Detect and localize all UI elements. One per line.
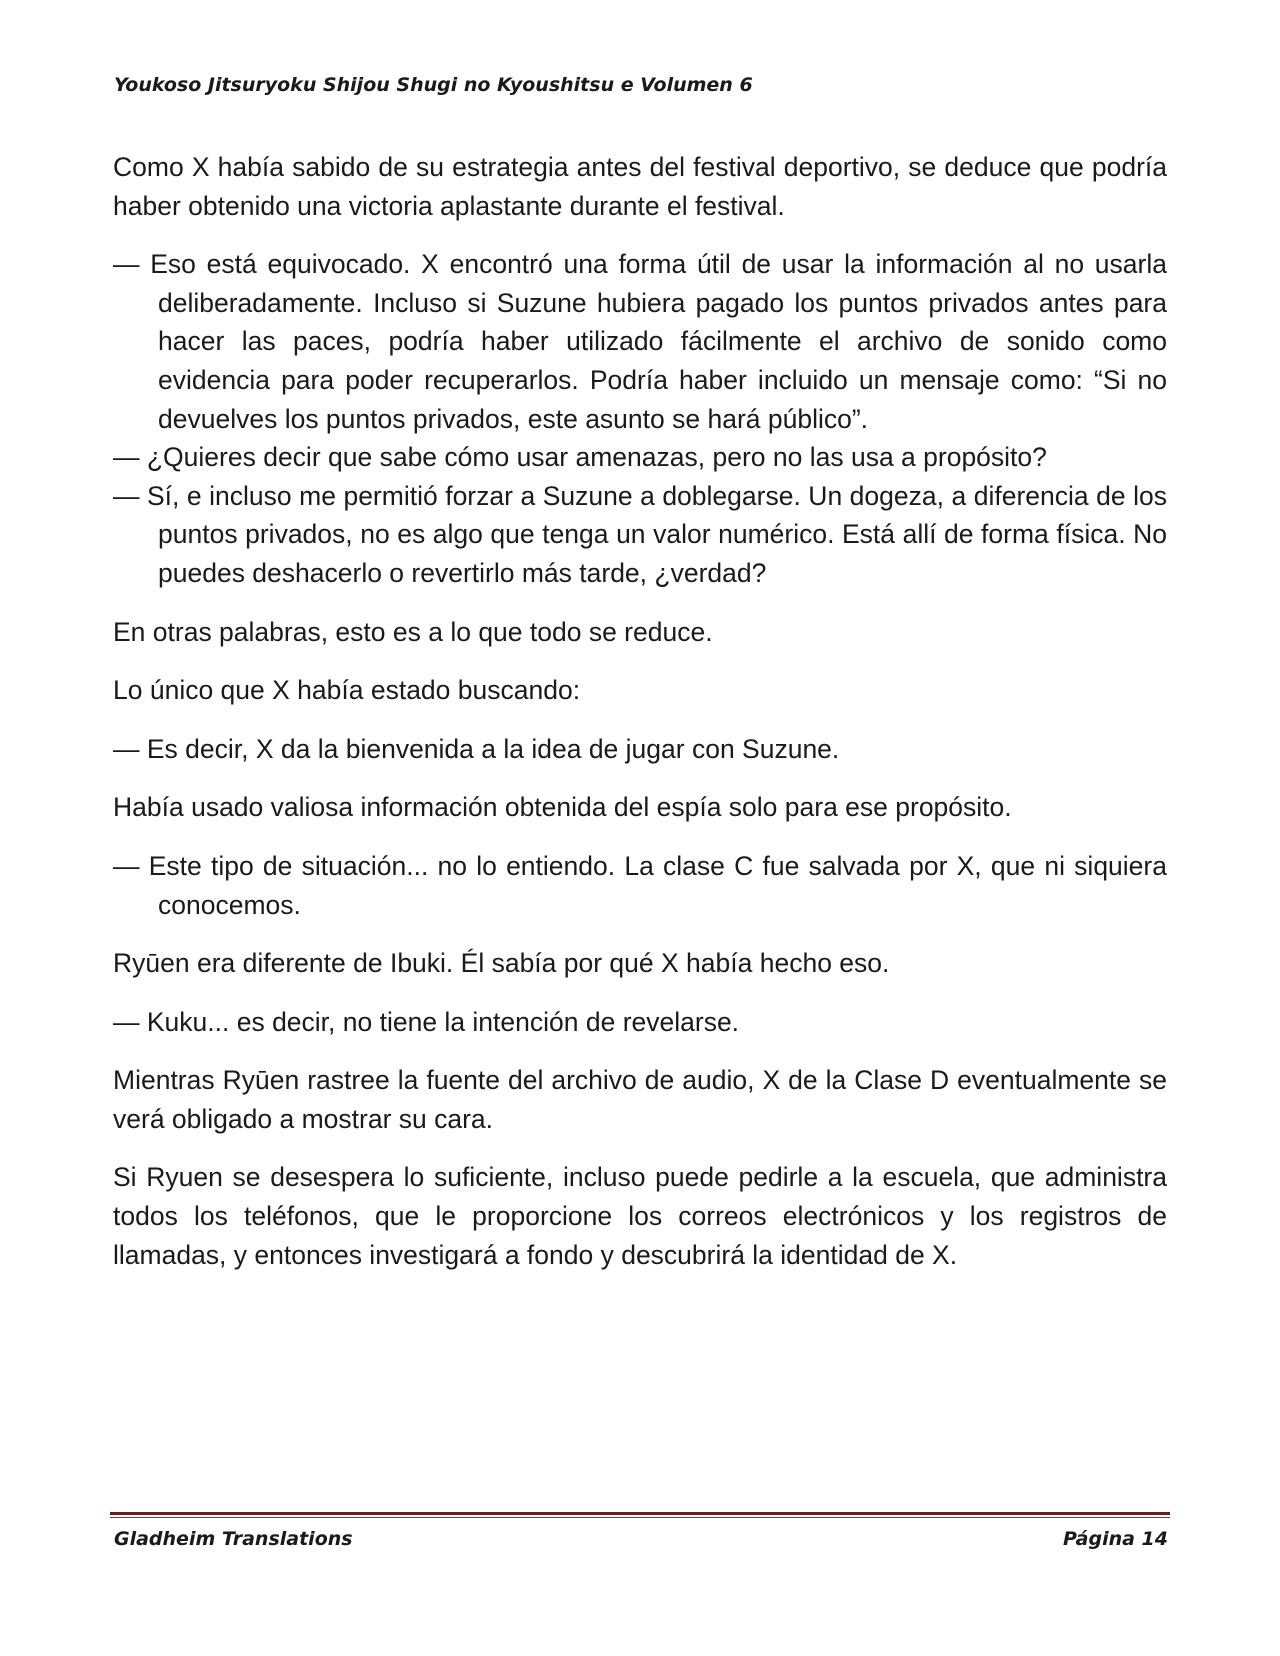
dialogue-line: — Eso está equivocado. X encontró una forma útil de usar la información al no usarla deliberadamente. Incluso si Suzune hubiera pagado los puntos privados antes para hacer las paces, podría haber utilizado fácilmente el archivo de sonido como evidencia para poder recuperarlos. Podría haber incluido un mensaje como: “Si no devuelves los puntos privados, este asunto se hará público”. — [113, 249, 1167, 434]
dialogue-line: — Este tipo de situación... no lo entiendo. La clase C fue salvada por X, que ni siquiera conocemos. — [113, 850, 1167, 920]
footer-credit: Gladheim Translations — [114, 1528, 353, 1550]
page-body — [113, 148, 1167, 1294]
dialogue-line: — Kuku... es decir, no tiene la intención de revelarse. — [113, 1006, 740, 1037]
paragraph: En otras palabras, esto es a lo que todo se reduce. — [113, 616, 713, 647]
paragraph: Como X había sabido de su estrategia antes del festival deportivo, se deduce que podría haber obtenido una victoria aplastante durante el festival. — [113, 152, 1167, 221]
paragraph: Había usado valiosa información obtenida del espía solo para ese propósito. — [113, 792, 1012, 823]
footer-divider-thin — [110, 1517, 1170, 1518]
dialogue-line: — ¿Quieres decir que sabe cómo usar amenazas, pero no las usa a propósito? — [113, 442, 1047, 473]
paragraph: Lo único que X había estado buscando: — [113, 675, 581, 706]
dialogue-line: — Es decir, X da la bienvenida a la idea de jugar con Suzune. — [113, 733, 840, 764]
paragraph: Ryūen era diferente de Ibuki. Él sabía por qué X había hecho eso. — [113, 948, 890, 979]
dialogue-line: — Sí, e incluso me permitió forzar a Suzune a doblegarse. Un dogeza, a diferencia de los puntos privados, no es algo que tenga un valor numérico. Está allí de forma física. No puedes deshacerlo o revertirlo más tarde, ¿verdad? — [113, 480, 1167, 588]
footer-divider-thick — [110, 1512, 1170, 1515]
footer-divider — [110, 1512, 1170, 1518]
page-header-title: Youkoso Jitsuryoku Shijou Shugi no Kyoushitsu e Volumen 6 — [114, 74, 753, 96]
paragraph: Si Ryuen se desespera lo suficiente, incluso puede pedirle a la escuela, que administra todos los teléfonos, que le proporcione los correos electrónicos y los registros de llamadas, y entonces investigará a fondo y descubrirá la identidad de X. — [113, 1162, 1167, 1270]
paragraph: Mientras Ryūen rastree la fuente del archivo de audio, X de la Clase D eventualmente se verá obligado a mostrar su cara. — [113, 1065, 1167, 1134]
page-number: Página 14 — [1062, 1528, 1168, 1550]
